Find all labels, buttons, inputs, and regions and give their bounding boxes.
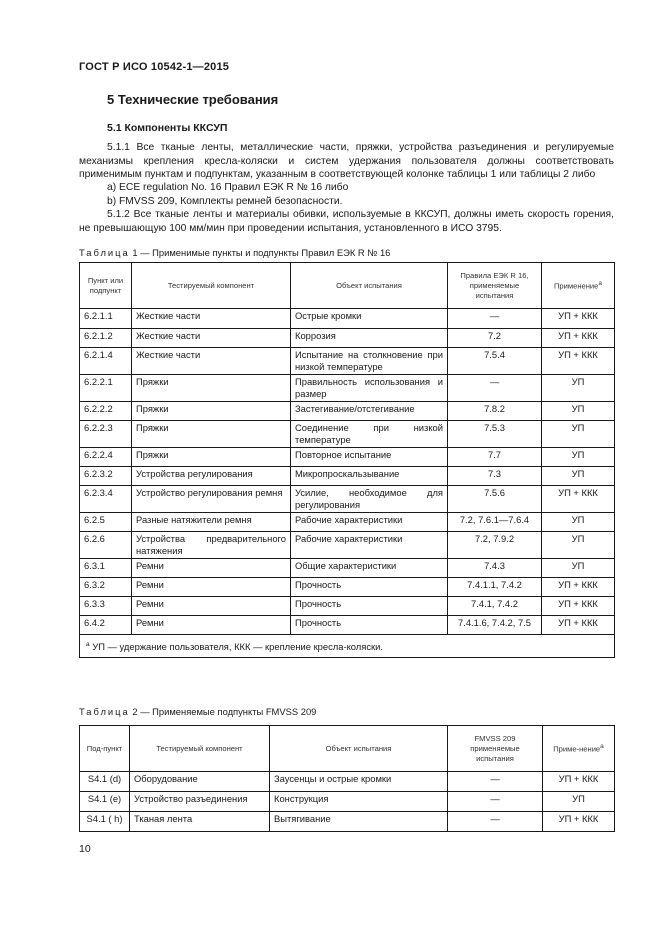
table-cell: Ремни — [132, 578, 291, 597]
table-cell: УП + ККК — [542, 578, 615, 597]
table-cell: Жесткие части — [132, 329, 291, 348]
table-row — [80, 812, 615, 832]
table-cell: 6.3.1 — [80, 559, 132, 578]
table-cell: 7.2, 7.9.2 — [448, 532, 542, 559]
table-cell: 7.3 — [448, 467, 542, 486]
table1-col-tests: Правила ЕЭК R 16, применяемые испытания — [448, 263, 542, 309]
table-cell: Жесткие части — [132, 348, 291, 375]
table-cell: Пряжки — [132, 402, 291, 421]
table-row — [80, 597, 615, 616]
table-cell: 7.4.1.6, 7.4.2, 7.5 — [448, 616, 542, 635]
table-cell: 6.2.2.4 — [80, 448, 132, 467]
table1-col-component: Тестируемый компонент — [132, 263, 291, 309]
table-cell: Усилие, необходимое для регулирования — [291, 486, 448, 513]
table-cell: Устройства регулирования — [132, 467, 291, 486]
table-cell: УП + ККК — [542, 616, 615, 635]
table-cell: 6.3.3 — [80, 597, 132, 616]
table-cell: Оборудование — [130, 772, 270, 792]
table-cell: Острые кромки — [291, 309, 448, 329]
table-cell: УП — [542, 467, 615, 486]
table-row — [80, 448, 615, 467]
table-cell: S4.1 ( h) — [80, 812, 130, 832]
table2-col-tests: FMVSS 209 применяемые испытания — [448, 726, 543, 772]
table-cell: 6.3.2 — [80, 578, 132, 597]
table-cell: 7.7 — [448, 448, 542, 467]
table1-col-object: Объект испытания — [291, 263, 448, 309]
table-cell: УП + ККК — [542, 309, 615, 329]
table-cell: Застегивание/отстегивание — [291, 402, 448, 421]
table2-caption: Таблица 2 — Применяемые подпункты FMVSS 209 — [79, 706, 317, 717]
table-cell: 7.4.1, 7.4.2 — [448, 597, 542, 616]
table1-footnote: $^a$ УП — удержание пользователя, ККК — крепление кресла-коляски. — [80, 635, 615, 658]
table-row — [80, 421, 615, 448]
list-item-b: b) FMVSS 209, Комплекты ремней безопасности. — [107, 196, 343, 207]
table-cell: 7.5.3 — [448, 421, 542, 448]
table-cell: Тканая лента — [130, 812, 270, 832]
table-cell: 6.2.1.2 — [80, 329, 132, 348]
table-cell: Ремни — [132, 559, 291, 578]
table-cell: 7.2 — [448, 329, 542, 348]
table-cell: УП — [542, 402, 615, 421]
table-cell: 7.5.6 — [448, 486, 542, 513]
table2-col-application: Приме-нение$^a$ — [543, 726, 615, 772]
table-cell: 6.2.2.2 — [80, 402, 132, 421]
table-cell: Коррозия — [291, 329, 448, 348]
table1-col-application: Применение$^a$ — [542, 263, 615, 309]
table-row — [80, 532, 615, 559]
table-row — [80, 772, 615, 792]
table1-header-row — [80, 263, 615, 309]
table-2 — [79, 725, 615, 832]
table-cell: 7.4.3 — [448, 559, 542, 578]
table-row — [80, 616, 615, 635]
table-cell: УП — [542, 421, 615, 448]
table-cell: 6.2.1.4 — [80, 348, 132, 375]
table-row — [80, 578, 615, 597]
table-cell: УП + ККК — [542, 329, 615, 348]
table-cell: — — [448, 772, 543, 792]
table-cell: 7.5.4 — [448, 348, 542, 375]
table-cell: Испытание на столкновение при низкой температуре — [291, 348, 448, 375]
table-cell: Ремни — [132, 616, 291, 635]
table-row — [80, 402, 615, 421]
table-cell: Устройство регулирования ремня — [132, 486, 291, 513]
table-cell: Рабочие характеристики — [291, 532, 448, 559]
table-cell: Повторное испытание — [291, 448, 448, 467]
table-cell: Ремни — [132, 597, 291, 616]
table-cell: — — [448, 812, 543, 832]
table-row — [80, 792, 615, 812]
table-cell: Устройства предварительного натяжения — [132, 532, 291, 559]
table-cell: Конструкция — [270, 792, 448, 812]
table-cell: УП — [543, 792, 615, 812]
table-cell: — — [448, 792, 543, 812]
document-header: ГОСТ Р ИСО 10542-1—2015 — [79, 61, 230, 73]
table-row — [80, 513, 615, 532]
table-cell: УП + ККК — [542, 486, 615, 513]
table-cell: Устройство разъединения — [130, 792, 270, 812]
table-cell: S4.1 (d) — [80, 772, 130, 792]
paragraph-5-1-2: 5.1.2 Все тканые ленты и материалы обивки, используемые в ККСУП, должны иметь скорость горения, не превышающую 100 мм/мин при проведении испытания, установленного в ИСО 3795. — [79, 209, 614, 234]
table-cell: УП + ККК — [542, 597, 615, 616]
table-cell: 7.4.1.1, 7.4.2 — [448, 578, 542, 597]
table-cell: 6.2.3.4 — [80, 486, 132, 513]
table-cell: Рабочие характеристики — [291, 513, 448, 532]
table2-col-object: Объект испытания — [270, 726, 448, 772]
table-cell: Общие характеристики — [291, 559, 448, 578]
table-cell: Соединение при низкой температуре — [291, 421, 448, 448]
table-cell: Разные натяжители ремня — [132, 513, 291, 532]
table-cell: Прочность — [291, 616, 448, 635]
table-cell: 6.2.5 — [80, 513, 132, 532]
table-cell: 6.2.3.2 — [80, 467, 132, 486]
table-row — [80, 467, 615, 486]
table-cell: Правильность использования и размер — [291, 375, 448, 402]
table-cell: Микропроскальзывание — [291, 467, 448, 486]
table-cell: 6.2.1.1 — [80, 309, 132, 329]
list-item-a: a) ECE regulation No. 16 Правил ЕЭК R № 16 либо — [107, 182, 349, 193]
table-cell: 6.2.2.1 — [80, 375, 132, 402]
table-cell: Прочность — [291, 578, 448, 597]
table-cell: Вытягивание — [270, 812, 448, 832]
table-cell: УП + ККК — [543, 812, 615, 832]
table1-col-clause: Пункт или подпункт — [80, 263, 132, 309]
table-cell: Заусенцы и острые кромки — [270, 772, 448, 792]
table-cell: УП — [542, 513, 615, 532]
table-cell: УП — [542, 532, 615, 559]
table1-body — [80, 309, 615, 635]
table2-header-row — [80, 726, 615, 772]
subsection-title: 5.1 Компоненты ККСУП — [107, 122, 228, 134]
table-row — [80, 309, 615, 329]
section-title: 5 Технические требования — [107, 92, 279, 107]
table-cell: 6.4.2 — [80, 616, 132, 635]
table2-col-subclause: Под-пункт — [80, 726, 130, 772]
table-1 — [79, 262, 615, 658]
table-row — [80, 375, 615, 402]
table1-footnote-row — [80, 635, 615, 658]
table-cell: 7.8.2 — [448, 402, 542, 421]
table2-col-component: Тестируемый компонент — [130, 726, 270, 772]
table-cell: УП — [542, 375, 615, 402]
table-cell: 6.2.6 — [80, 532, 132, 559]
page-number: 10 — [79, 843, 91, 855]
table-cell: Жесткие части — [132, 309, 291, 329]
table-row — [80, 486, 615, 513]
table-cell: S4.1 (e) — [80, 792, 130, 812]
table-cell: УП — [542, 559, 615, 578]
table-cell: УП + ККК — [542, 348, 615, 375]
table-cell: Пряжки — [132, 421, 291, 448]
table-cell: — — [448, 309, 542, 329]
table-row — [80, 348, 615, 375]
table-cell: — — [448, 375, 542, 402]
table-cell: 7.2, 7.6.1—7.6.4 — [448, 513, 542, 532]
table-row — [80, 329, 615, 348]
table-cell: Пряжки — [132, 448, 291, 467]
table-cell: Пряжки — [132, 375, 291, 402]
paragraph-5-1-1: 5.1.1 Все тканые ленты, металлические части, пряжки, устройства разъединения и регулируемые механизмы крепления кресла-коляски и систем удержания пользователя должны соответствовать применимым пунктам и подпунктам, указанным в соответствующей колонке таблицы 1 или таблицы 2 либо — [79, 142, 614, 181]
table-cell: УП + ККК — [543, 772, 615, 792]
table-cell: УП — [542, 448, 615, 467]
table2-body — [80, 772, 615, 832]
table1-caption: Таблица 1 — Применимые пункты и подпункты Правил ЕЭК R № 16 — [79, 247, 391, 258]
table-cell: Прочность — [291, 597, 448, 616]
table-cell: 6.2.2.3 — [80, 421, 132, 448]
table-row — [80, 559, 615, 578]
